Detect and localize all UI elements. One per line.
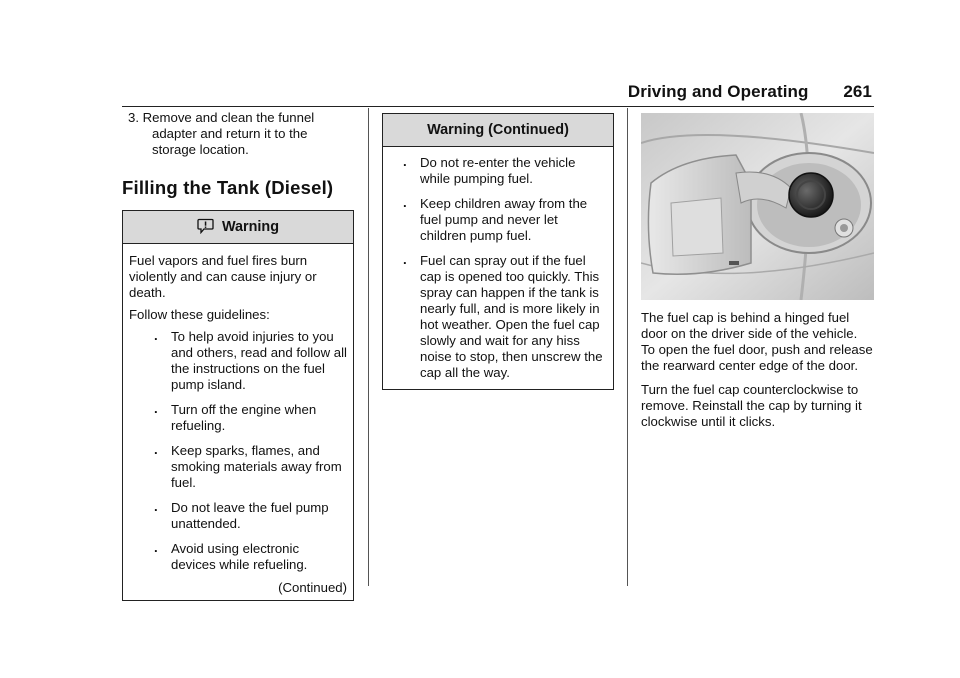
bullet: .	[154, 328, 158, 343]
guidelines-label: Follow these guidelines:	[129, 307, 270, 322]
warning-body	[123, 244, 353, 600]
bullet: .	[154, 401, 158, 416]
warning-body	[383, 147, 613, 389]
list-item: . To help avoid injuries to you and others, read and follow all the instructions on the fuel pump island.	[154, 328, 347, 392]
warning-intro: Fuel vapors and fuel fires burn violently and can cause injury or death.	[129, 253, 317, 300]
list-item: . Keep sparks, flames, and smoking materials away from fuel.	[154, 442, 342, 490]
section-title: Filling the Tank (Diesel)	[122, 177, 334, 198]
list-item: . Fuel can spray out if the fuel cap is opened too quickly. This spray can happen if the tank is nearly full, and is more likely in hot weather. Open the fuel cap slowly and wait for any hiss noise to stop, then unscrew the cap all the way.	[403, 252, 603, 380]
warning-list	[389, 155, 607, 381]
bullet: .	[403, 195, 407, 210]
bullet: .	[403, 154, 407, 169]
column-1	[122, 110, 354, 601]
continued-label: (Continued)	[278, 580, 347, 595]
section-name: Driving and Operating	[627, 82, 809, 101]
list-item: . Keep children away from the fuel pump and never let children pump fuel.	[403, 195, 588, 243]
fuel-cap-paragraph: Turn the fuel cap counterclockwise to remove. Reinstall the cap by turning it clockwise until it clicks.	[641, 382, 862, 429]
fuel-door-paragraph: The fuel cap is behind a hinged fuel door on the driver side of the vehicle. To open the fuel door, push and release the rearward center edge of the door.	[641, 310, 873, 373]
header-rule	[122, 106, 874, 107]
list-item: . Do not re-enter the vehicle while pumping fuel.	[403, 154, 576, 186]
bullet: .	[154, 540, 158, 555]
warning-title: Warning (Continued)	[427, 122, 569, 138]
bullet: .	[403, 252, 407, 267]
page-header	[628, 82, 872, 102]
warning-title: Warning	[221, 219, 280, 235]
page-number: 261	[843, 82, 872, 101]
warning-header	[383, 114, 613, 147]
list-item: . Avoid using electronic devices while refueling.	[154, 540, 308, 572]
list-item: . Do not leave the fuel pump unattended.	[154, 499, 329, 531]
fuel-door-photo	[641, 113, 874, 300]
warning-icon	[197, 214, 214, 246]
column-divider	[627, 108, 628, 586]
warning-box-continued	[382, 113, 614, 390]
guidelines-list	[129, 329, 347, 573]
warning-header	[123, 211, 353, 244]
warning-box	[122, 210, 354, 601]
list-item: . Turn off the engine when refueling.	[154, 401, 317, 433]
column-3	[641, 113, 874, 438]
bullet: .	[154, 499, 158, 514]
bullet: .	[154, 442, 158, 457]
step-3: 3. Remove and clean the funnel adapter and return it to the storage location.	[128, 110, 315, 157]
column-2	[382, 113, 614, 390]
column-divider	[368, 108, 369, 586]
